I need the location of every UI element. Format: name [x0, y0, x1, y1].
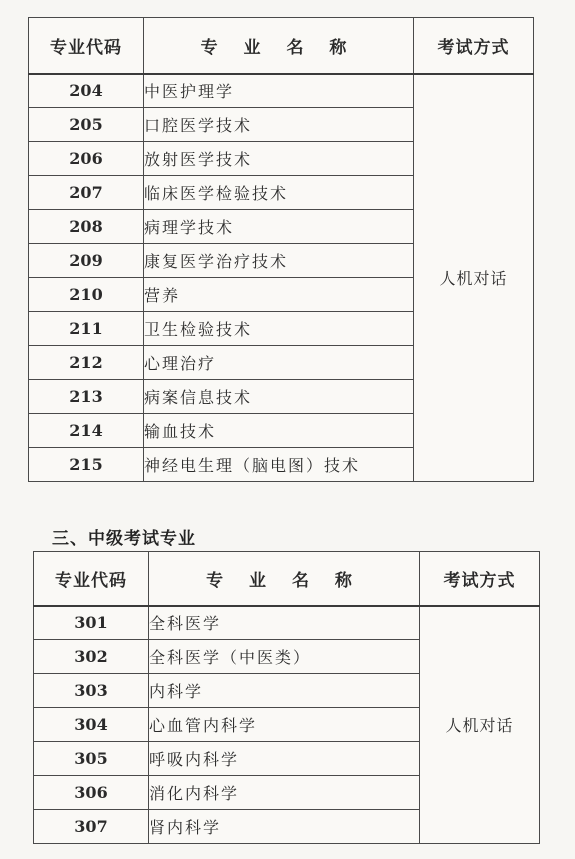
specialty-code: 302 — [34, 640, 149, 674]
specialty-name: 临床医学检验技术 — [144, 176, 414, 210]
exam-method: 人机对话 — [414, 74, 534, 482]
specialty-name: 消化内科学 — [149, 776, 420, 810]
header-method: 考试方式 — [414, 18, 534, 74]
specialty-name: 心理治疗 — [144, 346, 414, 380]
specialty-name: 神经电生理（脑电图）技术 — [144, 448, 414, 482]
specialty-code: 214 — [29, 414, 144, 448]
specialty-name: 肾内科学 — [149, 810, 420, 844]
specialty-code: 210 — [29, 278, 144, 312]
specialty-code: 215 — [29, 448, 144, 482]
header-name: 专 业 名 称 — [149, 552, 420, 606]
specialty-code: 205 — [29, 108, 144, 142]
specialty-code: 303 — [34, 674, 149, 708]
exam-table-junior — [28, 17, 534, 482]
header-code: 专业代码 — [34, 552, 149, 606]
specialty-code: 307 — [34, 810, 149, 844]
header-code: 专业代码 — [29, 18, 144, 74]
specialty-code: 211 — [29, 312, 144, 346]
specialty-name: 营养 — [144, 278, 414, 312]
specialty-name: 康复医学治疗技术 — [144, 244, 414, 278]
section-heading: 三、中级考试专业 — [52, 529, 196, 549]
exam-method: 人机对话 — [420, 606, 540, 844]
specialty-name: 心血管内科学 — [149, 708, 420, 742]
table-row — [29, 74, 534, 108]
specialty-name: 内科学 — [149, 674, 420, 708]
specialty-code: 304 — [34, 708, 149, 742]
specialty-name: 病案信息技术 — [144, 380, 414, 414]
table-header-row — [29, 18, 534, 74]
header-method: 考试方式 — [420, 552, 540, 606]
specialty-name: 放射医学技术 — [144, 142, 414, 176]
specialty-name: 全科医学 — [149, 606, 420, 640]
specialty-name: 病理学技术 — [144, 210, 414, 244]
specialty-code: 306 — [34, 776, 149, 810]
specialty-name: 卫生检验技术 — [144, 312, 414, 346]
specialty-code: 208 — [29, 210, 144, 244]
specialty-code: 207 — [29, 176, 144, 210]
specialty-code: 213 — [29, 380, 144, 414]
specialty-name: 呼吸内科学 — [149, 742, 420, 776]
specialty-name: 输血技术 — [144, 414, 414, 448]
specialty-code: 206 — [29, 142, 144, 176]
specialty-code: 204 — [29, 74, 144, 108]
specialty-code: 301 — [34, 606, 149, 640]
table-header-row — [34, 552, 540, 606]
specialty-code: 209 — [29, 244, 144, 278]
specialty-name: 中医护理学 — [144, 74, 414, 108]
header-name: 专 业 名 称 — [144, 18, 414, 74]
specialty-code: 305 — [34, 742, 149, 776]
specialty-code: 212 — [29, 346, 144, 380]
specialty-name: 全科医学（中医类） — [149, 640, 420, 674]
exam-table-intermediate — [33, 551, 540, 844]
table-row — [34, 606, 540, 640]
specialty-name: 口腔医学技术 — [144, 108, 414, 142]
